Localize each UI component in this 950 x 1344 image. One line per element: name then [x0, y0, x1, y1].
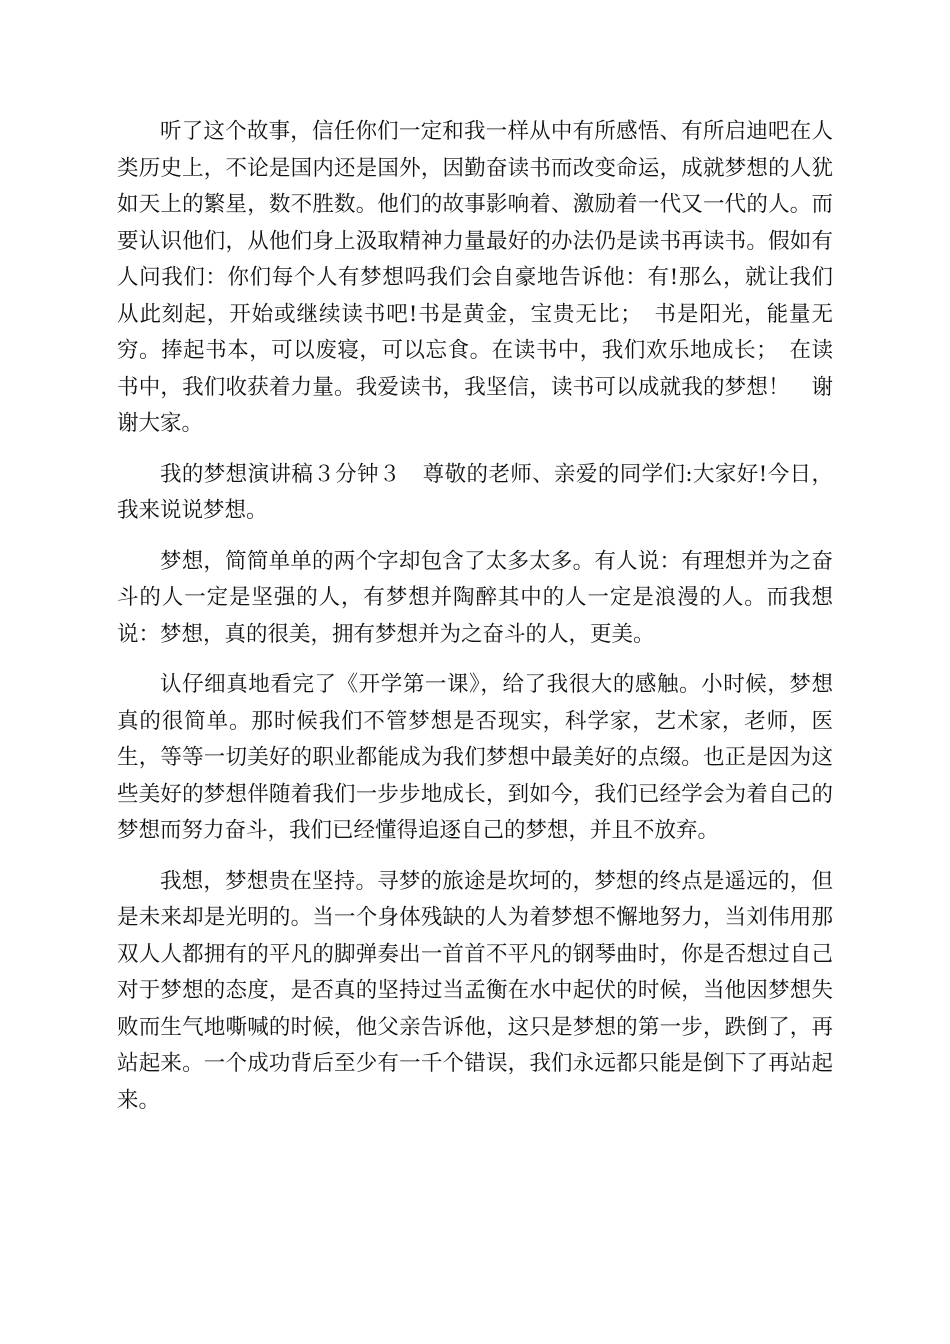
paragraph-persistence: 我想，梦想贵在坚持。寻梦的旅途是坎坷的，梦想的终点是遥远的，但是未来却是光明的。当一个身体残缺的人为着梦想不懈地努力，当刘伟用那双人人都拥有的平凡的脚弹奏出一首首不平凡的钢琴曲时，你是否想过自己对于梦想的态度，是否真的坚持过当孟衡在水中起伏的时候，当他因梦想失败而生气地嘶喊的时候，他父亲告诉他，这只是梦想的第一步，跌倒了，再站起来。一个成功背后至少有一千个错误，我们永远都只能是倒下了再站起来。 — [117, 868, 833, 1113]
document-body — [117, 114, 833, 1119]
paragraph-dream-meaning: 梦想，简简单单的两个字却包含了太多太多。有人说：有理想并为之奋斗的人一定是坚强的人，有梦想并陶醉其中的人一定是浪漫的人。而我想说：梦想，真的很美，拥有梦想并为之奋斗的人，更美。 — [117, 548, 833, 647]
paragraph-first-lesson: 认仔细真地看完了《开学第一课》，给了我很大的感触。小时候，梦想真的很简单。那时候我们不管梦想是否现实，科学家，艺术家，老师，医生，等等一切美好的职业都能成为我们梦想中最美好的点缀。也正是因为这些美好的梦想伴随着我们一步步地成长，到如今，我们已经学会为着自己的梦想而努力奋斗，我们已经懂得追逐自己的梦想，并且不放弃。 — [117, 672, 833, 843]
paragraph-reading-dream: 听了这个故事，信任你们一定和我一样从中有所感悟、有所启迪吧在人类历史上，不论是国内还是国外，因勤奋读书而改变命运，成就梦想的人犹如天上的繁星，数不胜数。他们的故事影响着、激励着一代又一代的人。而要认识他们，从他们身上汲取精神力量最好的办法仍是读书再读书。假如有人问我们：你们每个人有梦想吗我们会自豪地告诉他：有!那么，就让我们从此刻起，开始或继续读书吧!书是黄金，宝贵无比； 书是阳光，能量无穷。捧起书本，可以废寝，可以忘食。在读书中，我们欢乐地成长； 在读书中，我们收获着力量。我爱读书，我坚信，读书可以成就我的梦想！ 谢谢大家。 — [117, 119, 833, 436]
paragraph-speech-intro: 我的梦想演讲稿３分钟３ 尊敬的老师、亲爱的同学们:大家好!今日，我来说说梦想。 — [117, 461, 833, 523]
